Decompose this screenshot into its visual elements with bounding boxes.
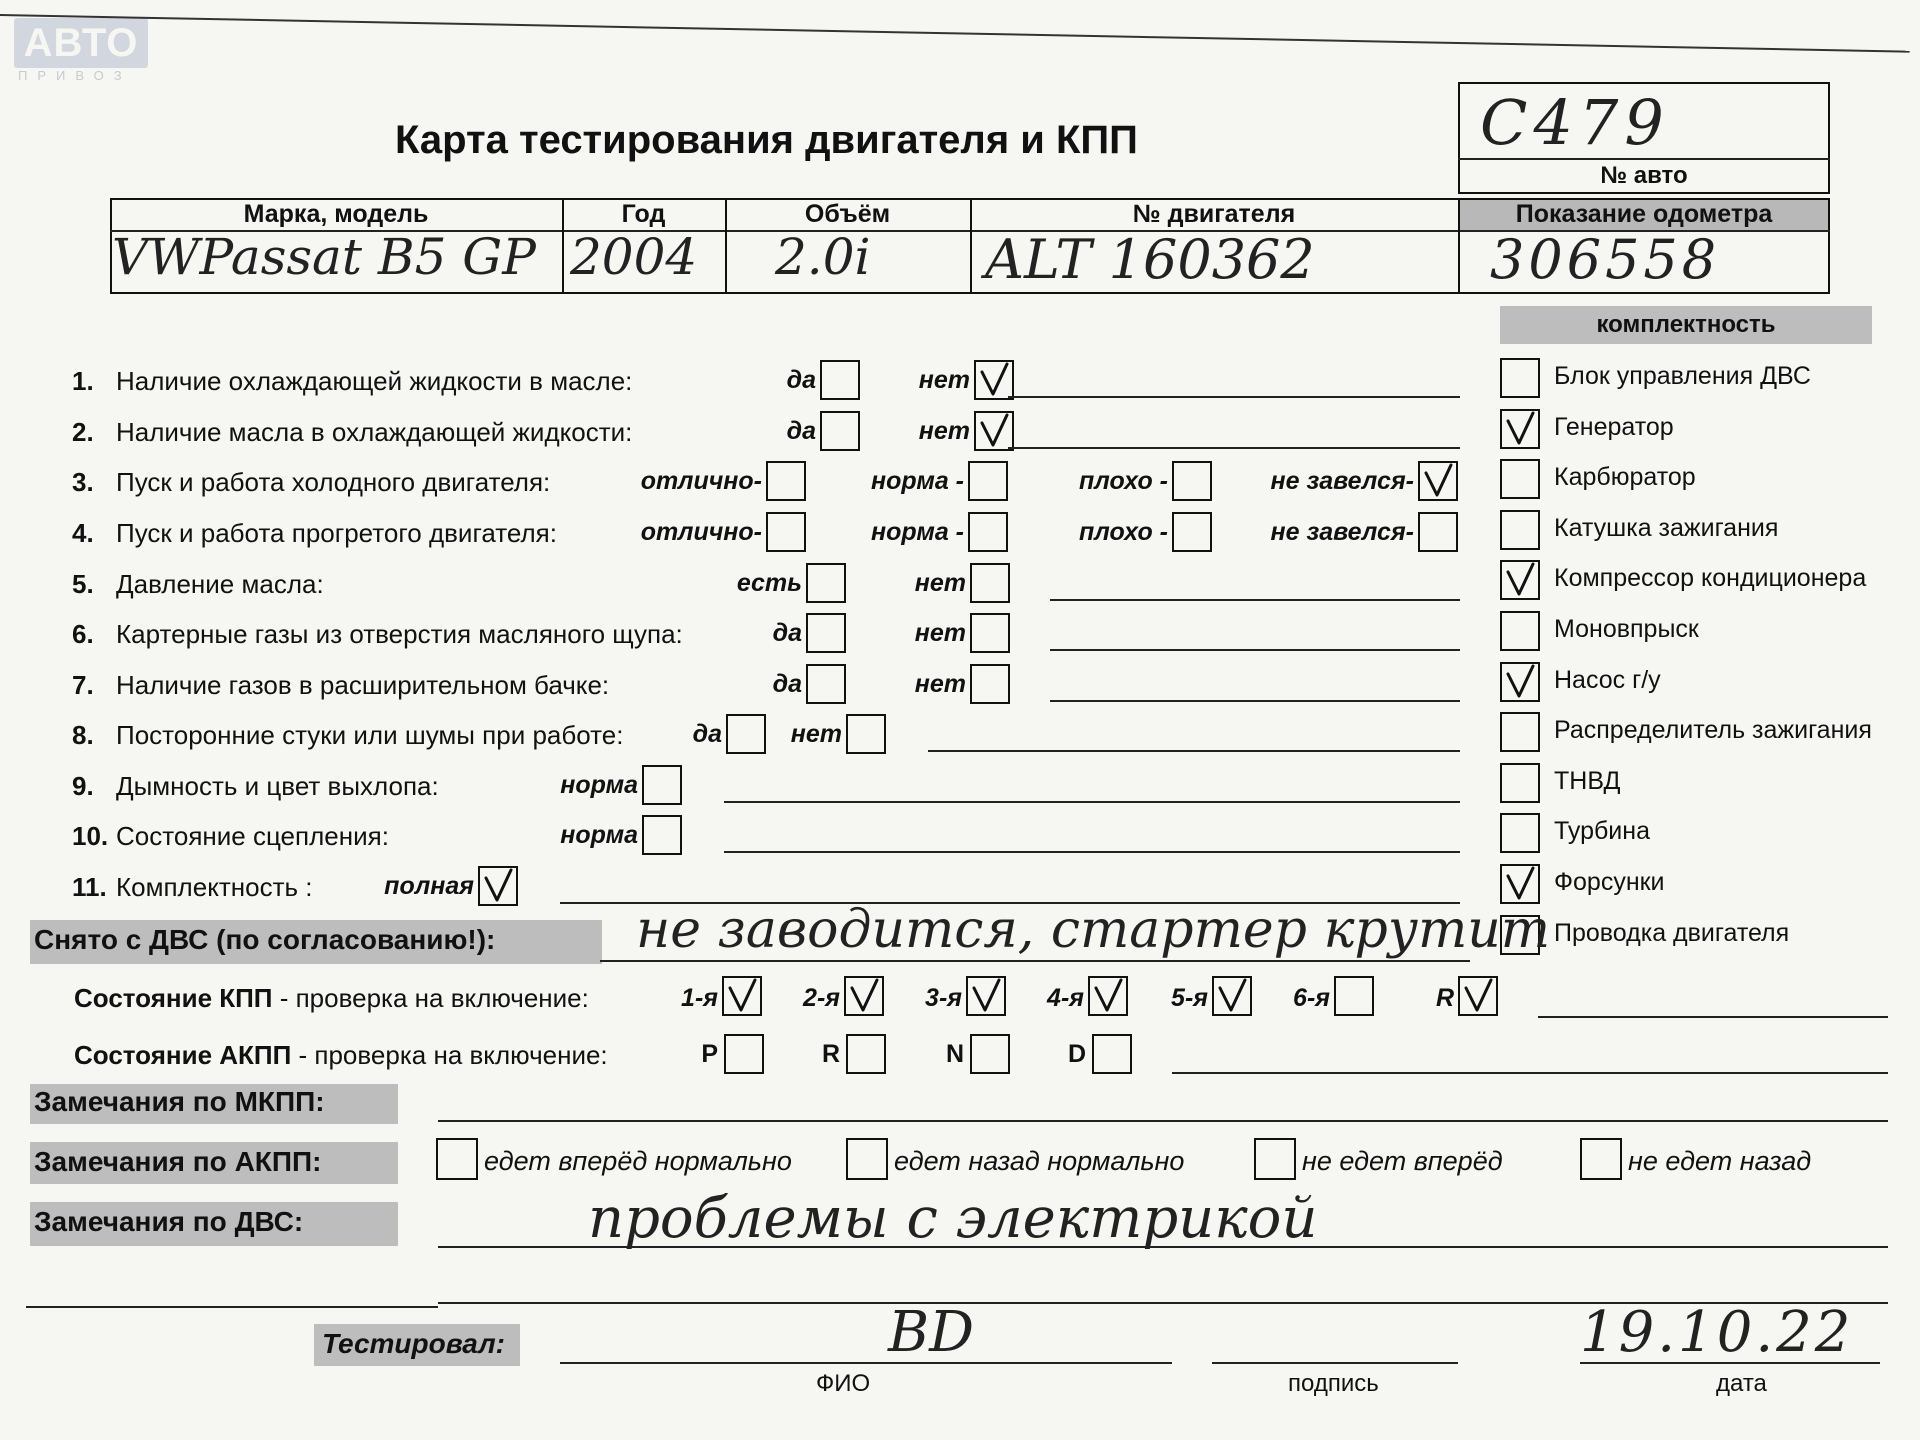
check-label: Посторонние стуки или шумы при работе: — [116, 720, 624, 750]
remarks-mkpp-line — [438, 1120, 1888, 1122]
checkmark-icon — [478, 866, 518, 906]
check-option-label: да — [786, 366, 816, 394]
value-odometer: 306558 — [1490, 228, 1721, 291]
tested-fio-line — [560, 1362, 1172, 1364]
completeness-item-label: Карбюратор — [1554, 463, 1696, 492]
akpp-label — [74, 1040, 608, 1071]
check-option-checkbox[interactable] — [970, 613, 1010, 653]
check-option-checkbox[interactable] — [970, 664, 1010, 704]
check-option-label: плохо - — [1079, 467, 1168, 495]
completeness-checkbox[interactable] — [1500, 813, 1540, 853]
akpp-remark-label: не едет назад — [1628, 1146, 1812, 1176]
check-label: Состояние сцепления: — [116, 821, 389, 851]
kpp-gear-label: 4-я — [1047, 984, 1084, 1012]
check-option-label: нет — [918, 366, 970, 394]
check-number: 6. — [72, 619, 94, 649]
check-option-label: нет — [790, 720, 842, 748]
completeness-checkbox[interactable] — [1500, 358, 1540, 398]
akpp-remark-checkbox[interactable] — [436, 1138, 478, 1180]
checkmark-icon — [974, 411, 1014, 451]
tested-sign-line — [1212, 1362, 1458, 1364]
akpp-remark-checkbox[interactable] — [1254, 1138, 1296, 1180]
completeness-checkbox[interactable] — [1500, 409, 1540, 449]
check-number: 8. — [72, 720, 94, 750]
check-number: 2. — [72, 417, 94, 447]
check-option-label: нет — [914, 670, 966, 698]
check-label: Комплектность : — [116, 872, 313, 902]
remarks-dvs-line-3 — [26, 1306, 438, 1308]
completeness-item-label: Моновпрыск — [1554, 615, 1699, 643]
akpp-remark-checkbox[interactable] — [846, 1138, 888, 1180]
check-number: 1. — [72, 366, 94, 396]
check-option-checkbox[interactable] — [974, 360, 1014, 400]
check-option-label: да — [692, 720, 722, 748]
check-option-label: нет — [914, 619, 966, 647]
completeness-item-label: Насос г/у — [1554, 665, 1661, 694]
check-number: 5. — [72, 569, 94, 599]
completeness-item-label: Распределитель зажигания — [1554, 716, 1872, 745]
check-option-checkbox[interactable] — [1172, 461, 1212, 501]
kpp-label — [74, 983, 589, 1014]
akpp-remark-checkbox[interactable] — [1580, 1138, 1622, 1180]
kpp-gear-checkbox[interactable] — [1458, 976, 1498, 1016]
remarks-akpp-label: Замечания по АКПП: — [34, 1146, 322, 1177]
check-notes-line — [724, 851, 1460, 853]
kpp-label-bold: Состояние КПП — [74, 983, 273, 1013]
kpp-label-rest: - проверка на включение: — [272, 983, 589, 1013]
check-notes-line — [928, 750, 1460, 752]
check-notes-line — [724, 801, 1460, 803]
remarks-mkpp-label: Замечания по МКПП: — [34, 1086, 325, 1117]
completeness-item-label: Турбина — [1554, 817, 1650, 846]
check-label: Пуск и работа холодного двигателя: — [116, 467, 551, 497]
completeness-item-label: Форсунки — [1554, 868, 1665, 896]
check-label: Давление масла: — [116, 569, 324, 599]
header-col-engine-number: № двигателя — [1132, 200, 1296, 228]
checkmark-icon — [1500, 560, 1540, 600]
completeness-checkbox[interactable] — [1500, 763, 1540, 803]
header-col-make-model: Марка, модель — [243, 200, 429, 228]
auto-number-handwritten: C479 — [1480, 86, 1670, 159]
completeness-item-label: Компрессор кондиционера — [1554, 564, 1867, 593]
header-col-year: Год — [621, 200, 666, 228]
check-notes-line — [1008, 447, 1460, 449]
remarks-dvs-handwritten: проблемы с электрикой — [588, 1186, 1318, 1251]
check-label: Картерные газы из отверстия масляного щупа: — [116, 619, 683, 649]
check-number: 9. — [72, 771, 94, 801]
tested-label: Тестировал: — [322, 1328, 505, 1359]
check-notes-line — [1050, 599, 1460, 601]
check-option-label: да — [772, 619, 802, 647]
value-engine-number: ALT 160362 — [985, 228, 1315, 291]
check-option-label: норма - — [871, 467, 964, 495]
auto-number-label: № авто — [1600, 162, 1688, 189]
kpp-line — [1538, 1016, 1888, 1018]
tested-fio-label: ФИО — [816, 1370, 871, 1397]
akpp-label-bold: Состояние АКПП — [74, 1040, 292, 1070]
check-label: Пуск и работа прогретого двигателя: — [116, 518, 557, 548]
akpp-position-checkbox[interactable] — [1092, 1034, 1132, 1074]
check-option-label: плохо - — [1079, 518, 1168, 546]
tested-date-line — [1580, 1362, 1880, 1364]
check-option-label: нет — [918, 417, 970, 445]
check-option-label: отлично- — [640, 518, 762, 546]
akpp-remark-label: едет вперёд нормально — [484, 1146, 792, 1176]
check-label: Наличие масла в охлаждающей жидкости: — [116, 417, 633, 447]
check-number: 11. — [72, 872, 107, 902]
check-option-checkbox[interactable] — [642, 815, 682, 855]
auto-number-divider — [1458, 158, 1830, 160]
completeness-item-label: Катушка зажигания — [1554, 513, 1779, 542]
kpp-gear-label: 5-я — [1171, 984, 1208, 1012]
header-col-odometer: Показание одометра — [1515, 200, 1773, 228]
check-notes-line — [1008, 396, 1460, 398]
remarks-dvs-label: Замечания по ДВС: — [34, 1206, 304, 1237]
akpp-position-checkbox[interactable] — [724, 1034, 764, 1074]
check-option-label: есть — [736, 569, 802, 597]
check-label: Наличие охлаждающей жидкости в масле: — [116, 366, 633, 396]
check-option-checkbox[interactable] — [970, 563, 1010, 603]
akpp-position-label: R — [821, 1040, 840, 1068]
kpp-gear-label: 1-я — [681, 984, 718, 1012]
checkmark-icon — [1500, 409, 1540, 449]
check-number: 10. — [72, 821, 109, 851]
logo-subtitle: ПРИВОЗ — [18, 68, 132, 83]
check-option-label: не завелся- — [1270, 467, 1414, 495]
tested-fio-handwritten: BD — [888, 1300, 975, 1365]
check-option-label: да — [772, 670, 802, 698]
check-option-label: да — [786, 417, 816, 445]
logo: АВТО — [14, 18, 148, 68]
kpp-gear-label: R — [1435, 984, 1454, 1012]
check-number: 4. — [72, 518, 94, 548]
completeness-checkbox[interactable] — [1500, 864, 1540, 904]
checkmark-icon — [1500, 662, 1540, 702]
value-year: 2004 — [570, 228, 698, 286]
check-label: Наличие газов в расширительном бачке: — [116, 670, 610, 700]
removed-handwritten: не заводится, стартер крутит — [636, 900, 1551, 960]
checkmark-icon — [1500, 864, 1540, 904]
remarks-dvs-line-1 — [438, 1246, 1888, 1248]
akpp-position-checkbox[interactable] — [846, 1034, 886, 1074]
check-notes-line — [1050, 700, 1460, 702]
check-option-checkbox[interactable] — [642, 765, 682, 805]
check-option-label: не завелся- — [1270, 518, 1414, 546]
tested-sign-label: подпись — [1288, 1370, 1379, 1397]
completeness-item-label: Проводка двигателя — [1554, 918, 1790, 947]
top-rule — [0, 14, 1910, 53]
check-option-checkbox[interactable] — [1172, 512, 1212, 552]
akpp-position-checkbox[interactable] — [970, 1034, 1010, 1074]
checkmark-icon — [1458, 976, 1498, 1016]
check-option-checkbox[interactable] — [478, 866, 518, 906]
checkmark-icon — [974, 360, 1014, 400]
removed-label: Снято с ДВС (по согласованию!): — [34, 924, 496, 955]
tested-date-handwritten: 19.10.22 — [1580, 1300, 1854, 1365]
akpp-remark-label: едет назад нормально — [894, 1146, 1185, 1176]
completeness-title: комплектность — [1596, 311, 1776, 338]
akpp-position-label: P — [701, 1040, 718, 1068]
check-option-label: норма — [560, 821, 638, 849]
removed-line — [600, 960, 1470, 962]
completeness-item-label: Блок управления ДВС — [1554, 362, 1811, 390]
kpp-gear-label: 3-я — [925, 984, 962, 1012]
check-option-label: норма - — [871, 518, 964, 546]
tested-date-label: дата — [1716, 1370, 1767, 1397]
check-notes-line — [1050, 649, 1460, 651]
value-make-model: VWPassat B5 GP — [112, 228, 536, 286]
completeness-checkbox[interactable] — [1500, 712, 1540, 752]
check-number: 3. — [72, 467, 94, 497]
page-title: Карта тестирования двигателя и КПП — [395, 118, 1138, 162]
akpp-position-label: N — [945, 1040, 964, 1068]
completeness-checkbox[interactable] — [1500, 510, 1540, 550]
completeness-item-label: ТНВД — [1554, 766, 1621, 795]
check-option-checkbox[interactable] — [1418, 512, 1458, 552]
value-volume: 2.0i — [775, 228, 871, 286]
checkmark-icon — [1418, 461, 1458, 501]
completeness-checkbox[interactable] — [1500, 611, 1540, 651]
check-option-label: нет — [914, 569, 966, 597]
kpp-gear-label: 6-я — [1293, 984, 1330, 1012]
check-option-label: отлично- — [640, 467, 762, 495]
check-label: Дымность и цвет выхлопа: — [116, 771, 439, 801]
akpp-label-rest: - проверка на включение: — [291, 1040, 608, 1070]
completeness-checkbox[interactable] — [1500, 459, 1540, 499]
check-option-checkbox[interactable] — [1418, 461, 1458, 501]
check-number: 7. — [72, 670, 94, 700]
akpp-position-label: D — [1067, 1040, 1086, 1068]
completeness-checkbox[interactable] — [1500, 560, 1540, 600]
header-col-volume: Объём — [804, 200, 891, 228]
check-option-checkbox[interactable] — [974, 411, 1014, 451]
completeness-item-label: Генератор — [1554, 412, 1674, 441]
check-option-label: норма — [560, 771, 638, 799]
check-option-checkbox[interactable] — [846, 714, 886, 754]
completeness-checkbox[interactable] — [1500, 662, 1540, 702]
kpp-gear-label: 2-я — [803, 984, 840, 1012]
akpp-line — [1172, 1072, 1888, 1074]
check-option-label: полная — [384, 872, 474, 900]
akpp-remark-label: не едет вперёд — [1302, 1146, 1503, 1176]
